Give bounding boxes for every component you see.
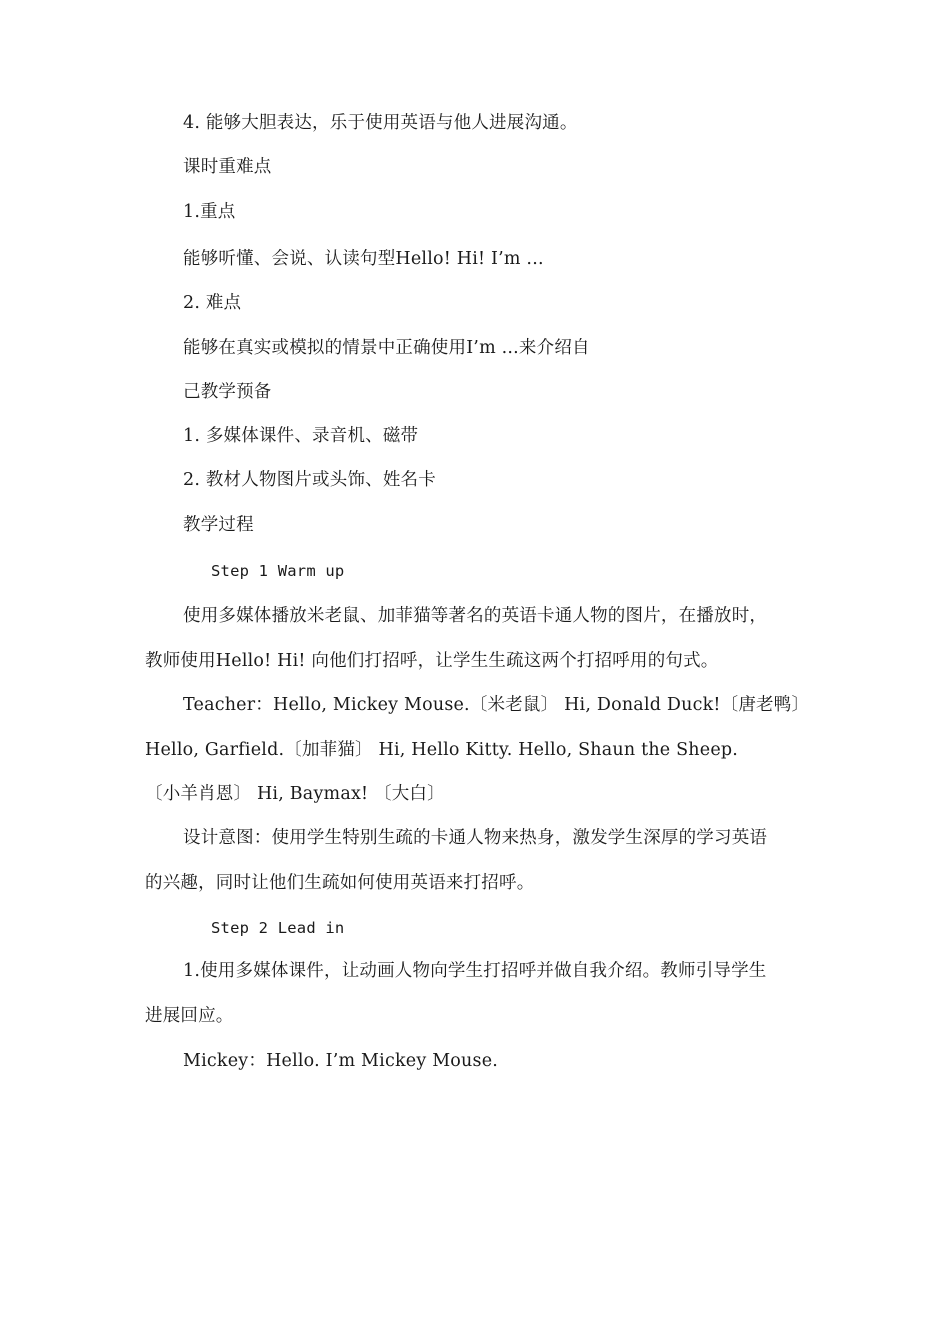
- step-2-title: Step 2 Lead in: [211, 919, 345, 937]
- step-2-paragraph-line-2: 进展回应。: [145, 1006, 234, 1026]
- mickey-dialogue: Mickey：Hello. I’m Mickey Mouse.: [183, 1051, 499, 1071]
- preparation-item-2: 2. 教材人物图片或头饰、姓名卡: [183, 470, 436, 490]
- objective-4: 4. 能够大胆表达，乐于使用英语与他人进展沟通。: [183, 113, 578, 133]
- difficult-point-text: 能够在真实或模拟的情景中正确使用I’m ...来介绍自: [183, 338, 590, 358]
- step-1-title: Step 1 Warm up: [211, 562, 345, 580]
- design-intent-line-1: 设计意图：使用学生特别生疏的卡通人物来热身，激发学生深厚的学习英语: [183, 828, 768, 848]
- step-2-paragraph-line-1: 1.使用多媒体课件，让动画人物向学生打招呼并做自我介绍。教师引导学生: [183, 961, 767, 981]
- subheading-difficult-point: 2. 难点: [183, 293, 242, 313]
- step-1-paragraph-line-2: 教师使用Hello! Hi! 向他们打招呼，让学生生疏这两个打招呼用的句式。: [145, 651, 719, 671]
- subheading-key-point: 1.重点: [183, 202, 236, 222]
- heading-teaching-preparation: 己教学预备: [183, 382, 272, 402]
- teacher-dialogue-line-3: 〔小羊肖恩〕 Hi, Baymax! 〔大白〕: [145, 784, 445, 804]
- teacher-dialogue-line-1: Teacher：Hello, Mickey Mouse.〔米老鼠〕 Hi, Donald Duck!〔唐老鸭〕: [183, 695, 810, 715]
- heading-teaching-process: 教学过程: [183, 515, 254, 535]
- preparation-item-1: 1. 多媒体课件、录音机、磁带: [183, 426, 419, 446]
- key-point-text: 能够听懂、会说、认读句型Hello! Hi! I’m ...: [183, 249, 544, 269]
- teacher-dialogue-line-2: Hello, Garfield.〔加菲猫〕 Hi, Hello Kitty. Hello, Shaun the Sheep.: [145, 740, 739, 760]
- heading-key-difficult-points: 课时重难点: [183, 157, 272, 177]
- step-1-paragraph-line-1: 使用多媒体播放米老鼠、加菲猫等著名的英语卡通人物的图片，在播放时，: [183, 606, 768, 626]
- design-intent-line-2: 的兴趣，同时让他们生疏如何使用英语来打招呼。: [145, 873, 535, 893]
